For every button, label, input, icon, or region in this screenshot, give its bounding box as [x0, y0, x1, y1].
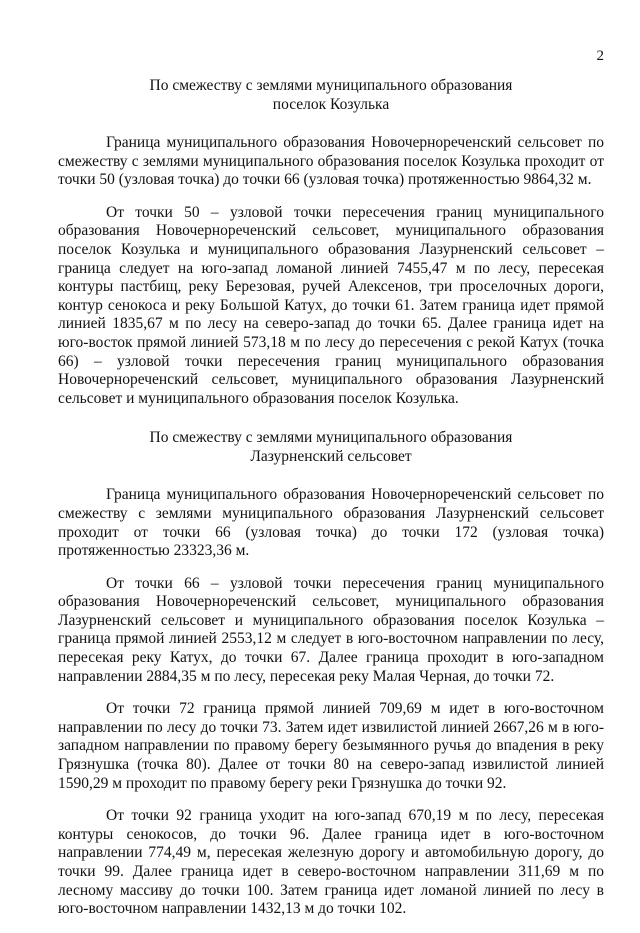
document-body [58, 76, 604, 933]
section-heading-line: По смежеству с землями муниципального образования [149, 429, 513, 447]
section-lazurnensky [58, 428, 604, 918]
page-number: 2 [596, 48, 604, 64]
paragraph: Граница муниципального образования Новочернореченский сельсовет по смежеству с землями муниципального образования поселок Козулька проходит от точки 50 (узловая точка) до точки 66 (узловая точка) протяженностью 9864,32 м. [58, 134, 604, 189]
section-kozulka [58, 76, 604, 408]
section-heading-line: По смежеству с землями муниципального образования [149, 77, 513, 94]
paragraph: От точки 66 – узловой точки пересечения границ муниципального образования Новочернореченский сельсовет, муниципального образования Лазурненский сельсовет и муниципального образования поселок Козулька – граница прямой линией 2553,12 м следует в юго-восточном направлении по лесу, пересекая реку Катух, до точки 67. Далее граница проходит в юго-западном направлении 2884,35 м по лесу, пересекая реку Малая Черная, до точки 72. [58, 574, 604, 685]
paragraph: От точки 50 – узловой точки пересечения границ муниципального образования Новочернореченский сельсовет, муниципального образования поселок Козулька и муниципального образования Лазурненский сельсовет – граница следует на юго-запад ломаной линией 7455,47 м по лесу, пересекая контуры пастбищ, реку Березовая, ручей Алексенов, три проселочных дороги, контур сенокоса и реку Большой Катух, до точки 61. Затем граница идет прямой линией 1835,67 м по лесу на северо-запад до точки 65. Далее граница идет на юго-восток прямой линией 573,18 м по лесу до пересечения с рекой Катух (точка 66) – узловой точки пересечения границ муниципального образования Новочернореченский сельсовет, муниципального образования Лазурненский сельсовет и муниципального образования поселок Козулька. [58, 203, 604, 407]
paragraph: От точки 72 граница прямой линией 709,69 м идет в юго-восточном направлении по лесу до точки 73. Затем идет извилистой линией 2667,26 м в юго-западном направлении по правому берегу безымянного ручья до впадения в реку Грязнушка (точка 80). Далее от точки 80 на северо-запад извилистой линией 1590,29 м проходит по правому берегу реки Грязнушка до точки 92. [58, 700, 604, 792]
section-heading-line: поселок Козулька [272, 96, 390, 113]
section-heading-line: Лазурненский сельсовет [250, 448, 412, 466]
paragraph: От точки 92 граница уходит на юго-запад 670,19 м по лесу, пересекая контуры сенокосов, до точки 96. Далее граница идет в юго-восточном направлении 774,49 м, пересекая железную дорогу и автомобильную дорогу, до точки 99. Далее граница идет в северо-восточном направлении 311,69 м по лесному массиву до точки 100. Затем граница идет ломаной линией по лесу в юго-восточном направлении 1432,13 м до точки 102. [58, 807, 604, 918]
paragraph: Граница муниципального образования Новочернореченский сельсовет по смежеству с землями муниципального образования Лазурненский сельсовет проходит от точки 66 (узловая точка) до точки 172 (узловая точка) протяженностью 23323,36 м. [58, 486, 604, 560]
section-heading [58, 428, 604, 466]
section-heading [58, 76, 604, 114]
